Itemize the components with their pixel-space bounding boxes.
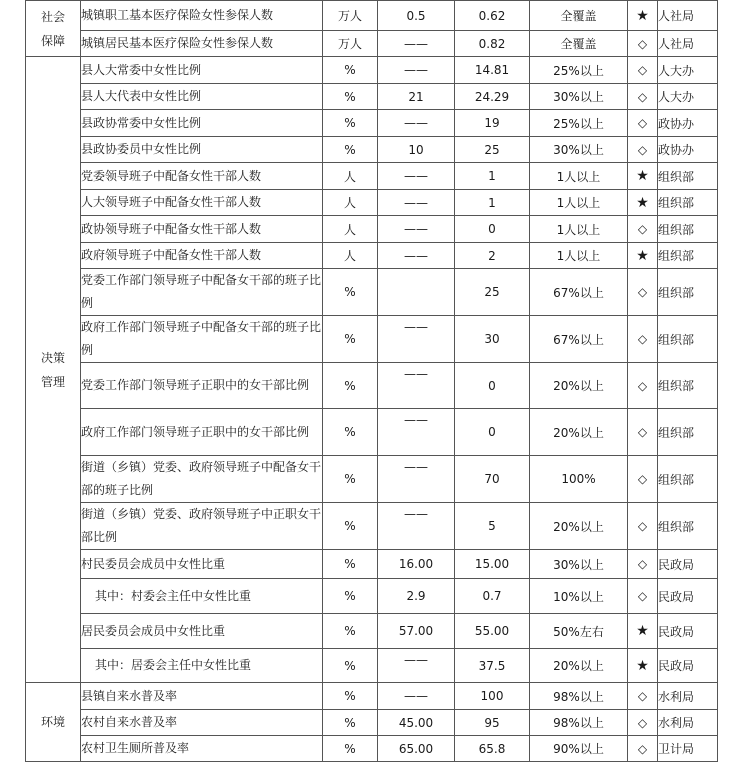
category-label-line: 决策 xyxy=(40,350,65,365)
target-value: 67%以上 xyxy=(530,269,628,316)
diamond-icon: ◇ xyxy=(637,332,648,346)
target-value: 25%以上 xyxy=(530,110,628,137)
diamond-icon: ◇ xyxy=(637,472,648,486)
diamond-mark-icon xyxy=(628,57,658,84)
table-row xyxy=(26,190,718,216)
table-row xyxy=(26,216,718,243)
base-value: —— xyxy=(378,409,455,456)
table-row xyxy=(26,316,718,363)
target-value: 20%以上 xyxy=(530,503,628,550)
current-value: 100 xyxy=(455,683,530,710)
unit-cell: % xyxy=(323,614,378,649)
responsible-dept: 组织部 xyxy=(658,163,718,190)
diamond-mark-icon xyxy=(628,579,658,614)
indicator-name: 街道（乡镇）党委、政府领导班子中正职女干部比例 xyxy=(81,503,323,550)
star-icon: ★ xyxy=(636,657,649,674)
indicator-name: 县人大常委中女性比例 xyxy=(81,57,323,84)
table-row xyxy=(26,503,718,550)
table-row xyxy=(26,57,718,84)
base-value: —— xyxy=(378,503,455,550)
current-value: 0 xyxy=(455,363,530,409)
current-value: 24.29 xyxy=(455,84,530,110)
target-value: 25%以上 xyxy=(530,57,628,84)
diamond-icon: ◇ xyxy=(637,519,648,533)
unit-cell: 人 xyxy=(323,243,378,269)
table-row xyxy=(26,137,718,163)
responsible-dept: 卫计局 xyxy=(658,736,718,762)
current-value: 0.7 xyxy=(455,579,530,614)
diamond-mark-icon xyxy=(628,137,658,163)
category-label-line: 保障 xyxy=(40,33,65,48)
target-value: 98%以上 xyxy=(530,710,628,736)
base-value: 2.9 xyxy=(378,579,455,614)
indicator-table xyxy=(25,0,718,762)
target-value: 1人以上 xyxy=(530,216,628,243)
unit-cell: 人 xyxy=(323,216,378,243)
current-value: 30 xyxy=(455,316,530,363)
base-value: —— xyxy=(378,31,455,57)
target-value: 100% xyxy=(530,456,628,503)
indicator-name: 县镇自来水普及率 xyxy=(81,683,323,710)
base-value: 57.00 xyxy=(378,614,455,649)
base-value: —— xyxy=(378,316,455,363)
diamond-icon: ◇ xyxy=(637,689,648,703)
responsible-dept: 组织部 xyxy=(658,363,718,409)
table-row xyxy=(26,269,718,316)
indicator-name: 城镇职工基本医疗保险女性参保人数 xyxy=(81,1,323,31)
responsible-dept: 组织部 xyxy=(658,409,718,456)
diamond-icon: ◇ xyxy=(637,36,648,51)
category-label-line: 环境 xyxy=(40,715,65,729)
target-value: 20%以上 xyxy=(530,409,628,456)
base-value: —— xyxy=(378,216,455,243)
base-value: 65.00 xyxy=(378,736,455,762)
unit-cell: % xyxy=(323,710,378,736)
indicator-name: 其中：村委会主任中女性比重 xyxy=(81,579,323,614)
current-value: 25 xyxy=(455,269,530,316)
unit-cell: % xyxy=(323,649,378,683)
current-value: 19 xyxy=(455,110,530,137)
indicator-name: 人大领导班子中配备女性干部人数 xyxy=(81,190,323,216)
diamond-mark-icon xyxy=(628,316,658,363)
base-value: 45.00 xyxy=(378,710,455,736)
diamond-icon: ◇ xyxy=(637,715,648,730)
current-value: 0 xyxy=(455,216,530,243)
unit-cell: % xyxy=(323,409,378,456)
base-value: 10 xyxy=(378,137,455,163)
current-value: 0.62 xyxy=(455,1,530,31)
target-value: 30%以上 xyxy=(530,84,628,110)
target-value: 10%以上 xyxy=(530,579,628,614)
diamond-mark-icon xyxy=(628,550,658,579)
current-value: 55.00 xyxy=(455,614,530,649)
responsible-dept: 人大办 xyxy=(658,57,718,84)
table-row xyxy=(26,110,718,137)
indicator-name: 村民委员会成员中女性比重 xyxy=(81,550,323,579)
current-value: 1 xyxy=(455,163,530,190)
responsible-dept: 组织部 xyxy=(658,503,718,550)
diamond-icon: ◇ xyxy=(637,741,648,756)
responsible-dept: 民政局 xyxy=(658,579,718,614)
star-mark-icon xyxy=(628,614,658,649)
diamond-mark-icon xyxy=(628,31,658,57)
star-mark-icon xyxy=(628,163,658,190)
current-value: 14.81 xyxy=(455,57,530,84)
responsible-dept: 组织部 xyxy=(658,456,718,503)
star-icon: ★ xyxy=(636,7,649,24)
base-value: —— xyxy=(378,363,455,409)
table-body xyxy=(26,1,718,762)
star-mark-icon xyxy=(628,190,658,216)
table-row xyxy=(26,84,718,110)
unit-cell: 人 xyxy=(323,190,378,216)
unit-cell: % xyxy=(323,269,378,316)
indicator-name: 政协领导班子中配备女性干部人数 xyxy=(81,216,323,243)
base-value: 0.5 xyxy=(378,1,455,31)
target-value: 67%以上 xyxy=(530,316,628,363)
current-value: 1 xyxy=(455,190,530,216)
diamond-mark-icon xyxy=(628,84,658,110)
responsible-dept: 人社局 xyxy=(658,31,718,57)
current-value: 65.8 xyxy=(455,736,530,762)
responsible-dept: 水利局 xyxy=(658,710,718,736)
indicator-name: 其中：居委会主任中女性比重 xyxy=(81,649,323,683)
indicator-name: 党委工作部门领导班子正职中的女干部比例 xyxy=(81,363,323,409)
current-value: 95 xyxy=(455,710,530,736)
indicator-name: 政府领导班子中配备女性干部人数 xyxy=(81,243,323,269)
unit-cell: % xyxy=(323,57,378,84)
star-icon: ★ xyxy=(636,247,649,264)
diamond-mark-icon xyxy=(628,456,658,503)
unit-cell: 人 xyxy=(323,163,378,190)
current-value: 15.00 xyxy=(455,550,530,579)
unit-cell: % xyxy=(323,736,378,762)
base-value: —— xyxy=(378,163,455,190)
indicator-name: 政府工作部门领导班子中配备女干部的班子比例 xyxy=(81,316,323,363)
indicator-name: 县人大代表中女性比例 xyxy=(81,84,323,110)
unit-cell: % xyxy=(323,363,378,409)
responsible-dept: 组织部 xyxy=(658,243,718,269)
star-icon: ★ xyxy=(636,168,649,184)
unit-cell: % xyxy=(323,456,378,503)
table-row xyxy=(26,710,718,736)
target-value: 1人以上 xyxy=(530,190,628,216)
responsible-dept: 民政局 xyxy=(658,614,718,649)
diamond-icon: ◇ xyxy=(637,589,648,603)
unit-cell: % xyxy=(323,137,378,163)
indicator-name: 城镇居民基本医疗保险女性参保人数 xyxy=(81,31,323,57)
diamond-icon: ◇ xyxy=(637,116,648,130)
table-row xyxy=(26,31,718,57)
current-value: 2 xyxy=(455,243,530,269)
responsible-dept: 水利局 xyxy=(658,683,718,710)
star-mark-icon xyxy=(628,243,658,269)
responsible-dept: 组织部 xyxy=(658,269,718,316)
target-value: 1人以上 xyxy=(530,243,628,269)
diamond-icon: ◇ xyxy=(637,63,648,77)
unit-cell: 万人 xyxy=(323,31,378,57)
current-value: 25 xyxy=(455,137,530,163)
diamond-icon: ◇ xyxy=(637,557,648,571)
diamond-icon: ◇ xyxy=(637,425,648,439)
base-value xyxy=(378,269,455,316)
diamond-mark-icon xyxy=(628,363,658,409)
table-row xyxy=(26,683,718,710)
base-value: —— xyxy=(378,243,455,269)
base-value: —— xyxy=(378,649,455,683)
diamond-icon: ◇ xyxy=(637,89,648,104)
table-row xyxy=(26,579,718,614)
diamond-mark-icon xyxy=(628,216,658,243)
diamond-icon: ◇ xyxy=(637,142,648,157)
category-cell xyxy=(26,1,81,57)
responsible-dept: 组织部 xyxy=(658,316,718,363)
category-cell xyxy=(26,683,81,762)
base-value: 21 xyxy=(378,84,455,110)
diamond-icon: ◇ xyxy=(637,285,648,299)
table-row xyxy=(26,649,718,683)
target-value: 20%以上 xyxy=(530,649,628,683)
table-row xyxy=(26,550,718,579)
target-value: 50%左右 xyxy=(530,614,628,649)
responsible-dept: 民政局 xyxy=(658,550,718,579)
unit-cell: % xyxy=(323,110,378,137)
current-value: 5 xyxy=(455,503,530,550)
indicator-name: 政府工作部门领导班子正职中的女干部比例 xyxy=(81,409,323,456)
indicator-name: 党委工作部门领导班子中配备女干部的班子比例 xyxy=(81,269,323,316)
base-value: —— xyxy=(378,110,455,137)
indicator-name: 农村自来水普及率 xyxy=(81,710,323,736)
table-row xyxy=(26,456,718,503)
responsible-dept: 政协办 xyxy=(658,110,718,137)
table-row xyxy=(26,243,718,269)
unit-cell: 万人 xyxy=(323,1,378,31)
star-mark-icon xyxy=(628,1,658,31)
diamond-mark-icon xyxy=(628,409,658,456)
unit-cell: % xyxy=(323,550,378,579)
target-value: 1人以上 xyxy=(530,163,628,190)
indicator-name: 县政协委员中女性比例 xyxy=(81,137,323,163)
table-row xyxy=(26,409,718,456)
diamond-mark-icon xyxy=(628,736,658,762)
responsible-dept: 组织部 xyxy=(658,190,718,216)
target-value: 30%以上 xyxy=(530,137,628,163)
current-value: 0.82 xyxy=(455,31,530,57)
target-value: 90%以上 xyxy=(530,736,628,762)
star-icon: ★ xyxy=(636,194,649,211)
unit-cell: % xyxy=(323,683,378,710)
table-row xyxy=(26,363,718,409)
indicator-name: 街道（乡镇）党委、政府领导班子中配备女干部的班子比例 xyxy=(81,456,323,503)
base-value: —— xyxy=(378,190,455,216)
table-row xyxy=(26,1,718,31)
current-value: 0 xyxy=(455,409,530,456)
indicator-name: 农村卫生厕所普及率 xyxy=(81,736,323,762)
diamond-mark-icon xyxy=(628,710,658,736)
responsible-dept: 人社局 xyxy=(658,1,718,31)
target-value: 20%以上 xyxy=(530,363,628,409)
indicator-name: 党委领导班子中配备女性干部人数 xyxy=(81,163,323,190)
diamond-mark-icon xyxy=(628,110,658,137)
table-row xyxy=(26,614,718,649)
indicator-name: 居民委员会成员中女性比重 xyxy=(81,614,323,649)
diamond-mark-icon xyxy=(628,503,658,550)
star-mark-icon xyxy=(628,649,658,683)
target-value: 全覆盖 xyxy=(530,31,628,57)
current-value: 37.5 xyxy=(455,649,530,683)
target-value: 98%以上 xyxy=(530,683,628,710)
category-label-line: 社会 xyxy=(40,9,65,24)
unit-cell: % xyxy=(323,579,378,614)
responsible-dept: 政协办 xyxy=(658,137,718,163)
responsible-dept: 人大办 xyxy=(658,84,718,110)
base-value: 16.00 xyxy=(378,550,455,579)
unit-cell: % xyxy=(323,316,378,363)
category-cell xyxy=(26,57,81,683)
target-value: 30%以上 xyxy=(530,550,628,579)
table-row xyxy=(26,163,718,190)
star-icon: ★ xyxy=(636,623,649,639)
indicator-name: 县政协常委中女性比例 xyxy=(81,110,323,137)
category-label-line: 管理 xyxy=(40,374,65,389)
target-value: 全覆盖 xyxy=(530,1,628,31)
diamond-icon: ◇ xyxy=(637,378,648,393)
current-value: 70 xyxy=(455,456,530,503)
diamond-mark-icon xyxy=(628,269,658,316)
base-value: —— xyxy=(378,57,455,84)
table-row xyxy=(26,736,718,762)
base-value: —— xyxy=(378,683,455,710)
base-value: —— xyxy=(378,456,455,503)
responsible-dept: 组织部 xyxy=(658,216,718,243)
diamond-icon: ◇ xyxy=(637,222,648,236)
unit-cell: % xyxy=(323,503,378,550)
diamond-mark-icon xyxy=(628,683,658,710)
unit-cell: % xyxy=(323,84,378,110)
responsible-dept: 民政局 xyxy=(658,649,718,683)
